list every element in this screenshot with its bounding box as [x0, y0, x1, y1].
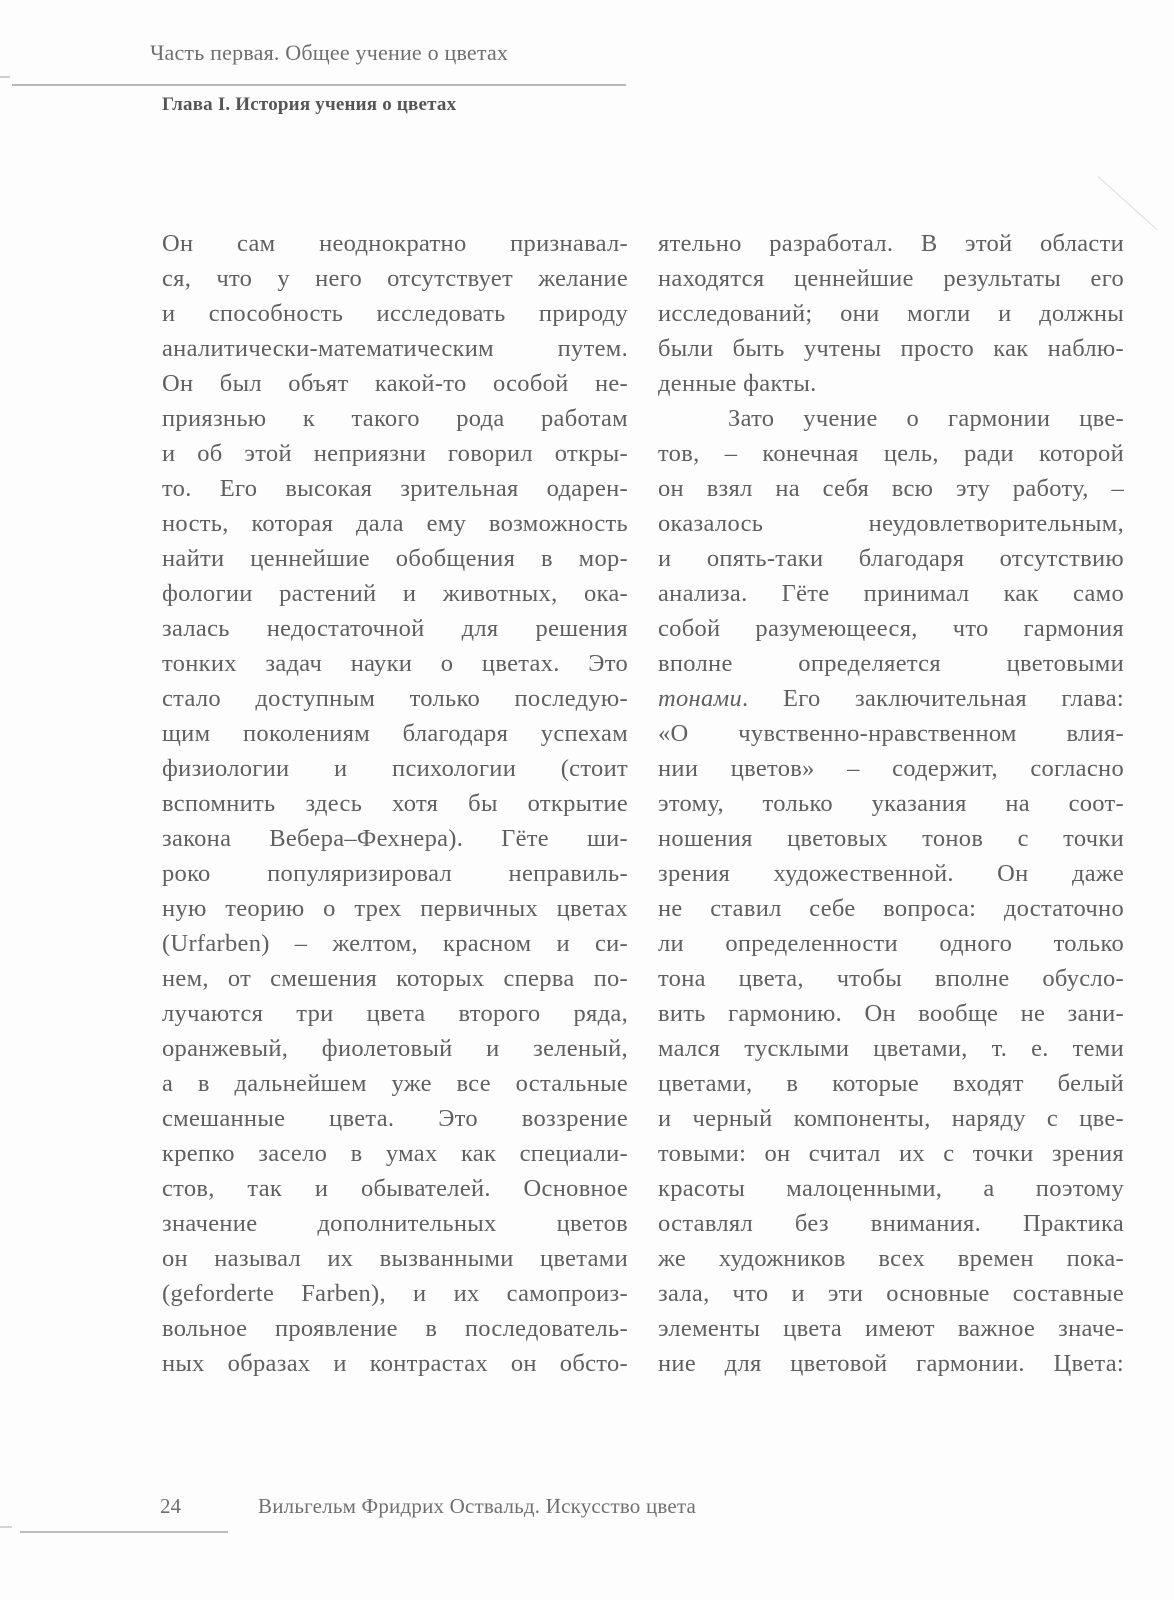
text-line: ятельно разработал. В этой области: [658, 230, 1124, 257]
text-line: красоты малоценными, а поэтому: [658, 1175, 1124, 1202]
text-line: мался тусклыми цветами, т. е. теми: [658, 1035, 1124, 1062]
text-line: (geforderte Farben), и их самопроиз-: [162, 1280, 628, 1307]
text-line: «О чувственно-нравственном влия-: [658, 720, 1124, 747]
text-line: тона цвета, чтобы вполне обусло-: [658, 965, 1124, 992]
text-line: нем, от смешения которых сперва по-: [162, 965, 628, 992]
text-line: же художников всех времен пока-: [658, 1245, 1124, 1272]
text-line: ную теорию о трех первичных цветах: [162, 895, 628, 922]
text-line: стало доступным только последую-: [162, 685, 628, 712]
text-line: оставлял без внимания. Практика: [658, 1210, 1124, 1237]
text-line: вить гармонию. Он вообще не зани-: [658, 1000, 1124, 1027]
text-line: оранжевый, фиолетовый и зеленый,: [162, 1035, 628, 1062]
text-line: (Urfarben) – желтом, красном и си-: [162, 930, 628, 957]
text-line: [658, 681, 1124, 716]
text-line: крепко засело в умах как специали-: [162, 1140, 628, 1167]
page-number: 24: [160, 1494, 181, 1518]
italic-word: тонами: [658, 685, 743, 712]
text-line: вполне определяется цветовыми: [658, 650, 1124, 677]
text-line: этому, только указания на соот-: [658, 790, 1124, 817]
text-line: тонких задач науки о цветах. Это: [162, 650, 628, 677]
text-line: ние для цветовой гармонии. Цвета:: [658, 1350, 1124, 1377]
text-line: исследований; они могли и должны: [658, 300, 1124, 327]
text-line: фологии растений и животных, ока-: [162, 580, 628, 607]
text-line-continuation: . Его заключительная глава:: [742, 685, 1124, 712]
text-line: ли определенности одного только: [658, 930, 1124, 957]
text-line: найти ценнейшие обобщения в мор-: [162, 545, 628, 572]
header-rule: [12, 84, 626, 86]
text-line: и опять-таки благодаря отсутствию: [658, 545, 1124, 572]
text-line: приязнью к такого рода работам: [162, 405, 628, 432]
text-line: ность, которая дала ему возможность: [162, 510, 628, 537]
text-line: вспомнить здесь хотя бы открытие: [162, 790, 628, 817]
text-line: нии цветов» – содержит, согласно: [658, 755, 1124, 782]
footer-rule: [20, 1531, 228, 1533]
text-line: оказалось неудовлетворительным,: [658, 510, 1124, 537]
footer-book-title: Вильгельм Фридрих Оствальд. Искусство цвета: [258, 1494, 697, 1518]
text-line: Зато учение о гармонии цве-: [728, 405, 1124, 432]
text-line: вольное проявление в последователь-: [162, 1315, 628, 1342]
text-line: Он сам неоднократно признавал-: [162, 230, 628, 257]
running-head: Часть первая. Общее учение о цветах: [150, 40, 509, 65]
text-line: собой разумеющееся, что гармония: [658, 615, 1124, 642]
text-line: смешанные цвета. Это воззрение: [162, 1105, 628, 1132]
text-column-right: [658, 226, 1124, 1381]
text-line: физиологии и психологии (стоит: [162, 755, 628, 782]
crop-mark-bottom: [0, 1526, 12, 1528]
text-line: закона Вебера–Фехнера). Гёте ши-: [162, 825, 628, 852]
text-line: он называл их вызванными цветами: [162, 1245, 628, 1272]
text-line: залась недостаточной для решения: [162, 615, 628, 642]
text-line: он взял на себя всю эту работу, –: [658, 475, 1124, 502]
text-line: и черный компоненты, наряду с цве-: [658, 1105, 1124, 1132]
text-line: лучаются три цвета второго ряда,: [162, 1000, 628, 1027]
text-line: ных образах и контрастах он обсто-: [162, 1350, 628, 1377]
text-line: зрения художественной. Он даже: [658, 860, 1124, 887]
text-line: стов, так и обывателей. Основное: [162, 1175, 628, 1202]
text-line: то. Его высокая зрительная одарен-: [162, 475, 628, 502]
text-line: значение дополнительных цветов: [162, 1210, 628, 1237]
text-line: а в дальнейшем уже все остальные: [162, 1070, 628, 1097]
chapter-heading: Глава I. История учения о цветах: [162, 94, 457, 115]
text-line: Он был объят какой-то особой не-: [162, 370, 628, 397]
text-line: и об этой неприязни говорил откры-: [162, 440, 628, 467]
text-line: цветами, в которые входят белый: [658, 1070, 1124, 1097]
crop-mark-top: [0, 76, 10, 78]
text-column-left: [162, 226, 628, 1381]
scan-artifact-line: [1098, 176, 1158, 230]
text-line: денные факты.: [658, 370, 817, 397]
text-line: находятся ценнейшие результаты его: [658, 265, 1124, 292]
text-line: тов, – конечная цель, ради которой: [658, 440, 1124, 467]
text-line: роко популяризировал неправиль-: [162, 860, 628, 887]
text-line: и способность исследовать природу: [162, 300, 628, 327]
text-line: анализа. Гёте принимал как само: [658, 580, 1124, 607]
text-line: не ставил себе вопроса: достаточно: [658, 895, 1124, 922]
text-line: зала, что и эти основные составные: [658, 1280, 1124, 1307]
text-line: элементы цвета имеют важное значе-: [658, 1315, 1124, 1342]
text-line: ся, что у него отсутствует желание: [162, 265, 628, 292]
text-line: аналитически-математическим путем.: [162, 335, 628, 362]
text-line: щим поколениям благодаря успехам: [162, 720, 628, 747]
text-line: ношения цветовых тонов с точки: [658, 825, 1124, 852]
text-line: были быть учтены просто как наблю-: [658, 335, 1124, 362]
text-line: товыми: он считал их с точки зрения: [658, 1140, 1124, 1167]
